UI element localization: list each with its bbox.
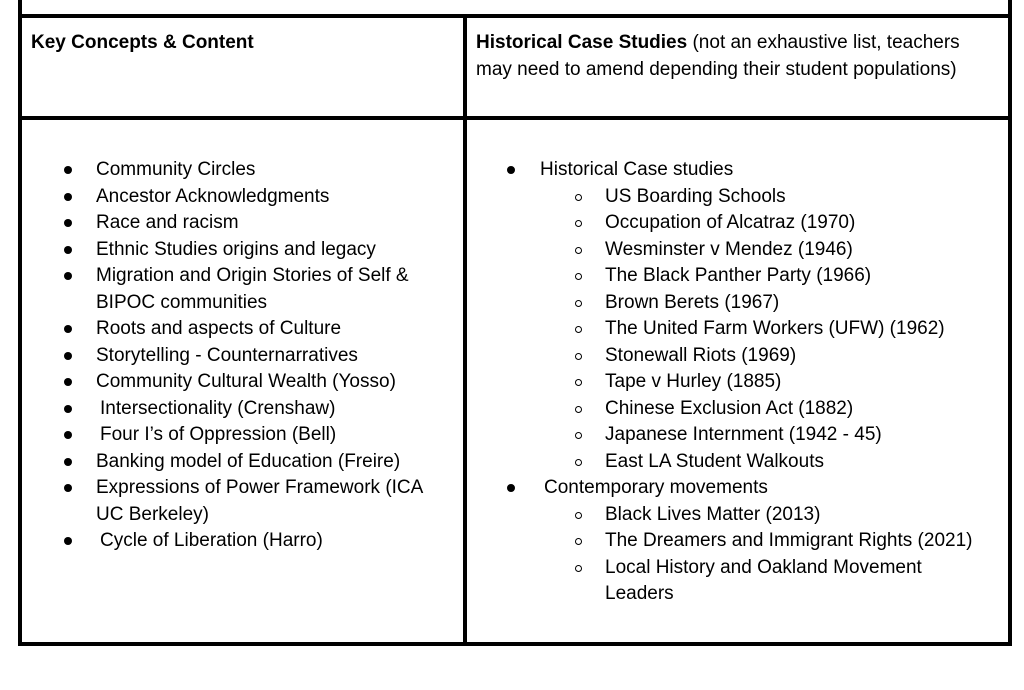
list-item: Chinese Exclusion Act (1882) [467, 396, 1007, 423]
list-item: Occupation of Alcatraz (1970) [467, 210, 1007, 237]
circle-bullet-icon [575, 220, 582, 227]
circle-bullet-icon [575, 379, 582, 386]
bullet-icon [507, 166, 515, 174]
list-item: Local History and Oakland Movement Leaders [467, 555, 950, 608]
list-item: US Boarding Schools [467, 184, 1007, 211]
list-item: Four I’s of Oppression (Bell) [0, 422, 460, 449]
list-item: Banking model of Education (Freire) [0, 449, 460, 476]
bullet-icon [64, 272, 72, 280]
list-item: Migration and Origin Stories of Self & BIPOC communities [0, 263, 441, 316]
contemporary-movements-list [544, 502, 1007, 608]
bullet-icon [507, 484, 515, 492]
bullet-icon [64, 431, 72, 439]
bullet-icon [64, 484, 72, 492]
list-item: East LA Student Walkouts [467, 449, 1007, 476]
circle-bullet-icon [575, 300, 582, 307]
list-item: The Dreamers and Immigrant Rights (2021) [467, 528, 1007, 555]
list-item: Japanese Internment (1942 - 45) [467, 422, 1007, 449]
bullet-icon [64, 378, 72, 386]
circle-bullet-icon [575, 353, 582, 360]
bullet-icon [64, 537, 72, 545]
list-item-contemporary-movements [467, 475, 1007, 608]
circle-bullet-icon [575, 194, 582, 201]
header-case-studies-label: Historical Case Studies [476, 32, 688, 53]
circle-bullet-icon [575, 512, 582, 519]
list-item: Community Cultural Wealth (Yosso) [0, 369, 460, 396]
list-item: Race and racism [0, 210, 460, 237]
list-item: Black Lives Matter (2013) [467, 502, 1007, 529]
circle-bullet-icon [575, 326, 582, 333]
bullet-icon [64, 352, 72, 360]
key-concepts-list [0, 157, 460, 555]
list-item: Ethnic Studies origins and legacy [0, 237, 460, 264]
bullet-icon [64, 405, 72, 413]
list-item-historical-case-studies [467, 157, 1007, 475]
circle-bullet-icon [575, 538, 582, 545]
header-key-concepts-label: Key Concepts & Content [31, 32, 254, 53]
list-item: Expressions of Power Framework (ICA UC Berkeley) [0, 475, 446, 528]
list-item: Ancestor Acknowledgments [0, 184, 460, 211]
bullet-icon [64, 458, 72, 466]
list-item: Storytelling - Counternarratives [0, 343, 460, 370]
list-item: Wesminster v Mendez (1946) [467, 237, 1007, 264]
header-key-concepts [31, 29, 254, 56]
header-case-studies [476, 29, 996, 83]
bullet-icon [64, 325, 72, 333]
list-item: Cycle of Liberation (Harro) [0, 528, 460, 555]
bullet-icon [64, 193, 72, 201]
list-item: Intersectionality (Crenshaw) [0, 396, 460, 423]
header-case-studies-note: (not an exhaustive list, teachers may need to amend depending their student populations) [476, 32, 960, 80]
bullet-icon [64, 166, 72, 174]
circle-bullet-icon [575, 432, 582, 439]
circle-bullet-icon [575, 247, 582, 254]
case-studies-list [467, 157, 1007, 608]
list-item: The United Farm Workers (UFW) (1962) [467, 316, 1007, 343]
circle-bullet-icon [575, 406, 582, 413]
circle-bullet-icon [575, 459, 582, 466]
circle-bullet-icon [575, 273, 582, 280]
circle-bullet-icon [575, 565, 582, 572]
list-item: Tape v Hurley (1885) [467, 369, 1007, 396]
list-item: Stonewall Riots (1969) [467, 343, 1007, 370]
list-item: Community Circles [0, 157, 460, 184]
list-item: Brown Berets (1967) [467, 290, 1007, 317]
group-label: Contemporary movements [544, 477, 768, 498]
historical-case-studies-list [540, 184, 1007, 476]
bullet-icon [64, 246, 72, 254]
list-item: Roots and aspects of Culture [0, 316, 460, 343]
bullet-icon [64, 219, 72, 227]
list-item: The Black Panther Party (1966) [467, 263, 1007, 290]
group-label: Historical Case studies [540, 159, 734, 180]
